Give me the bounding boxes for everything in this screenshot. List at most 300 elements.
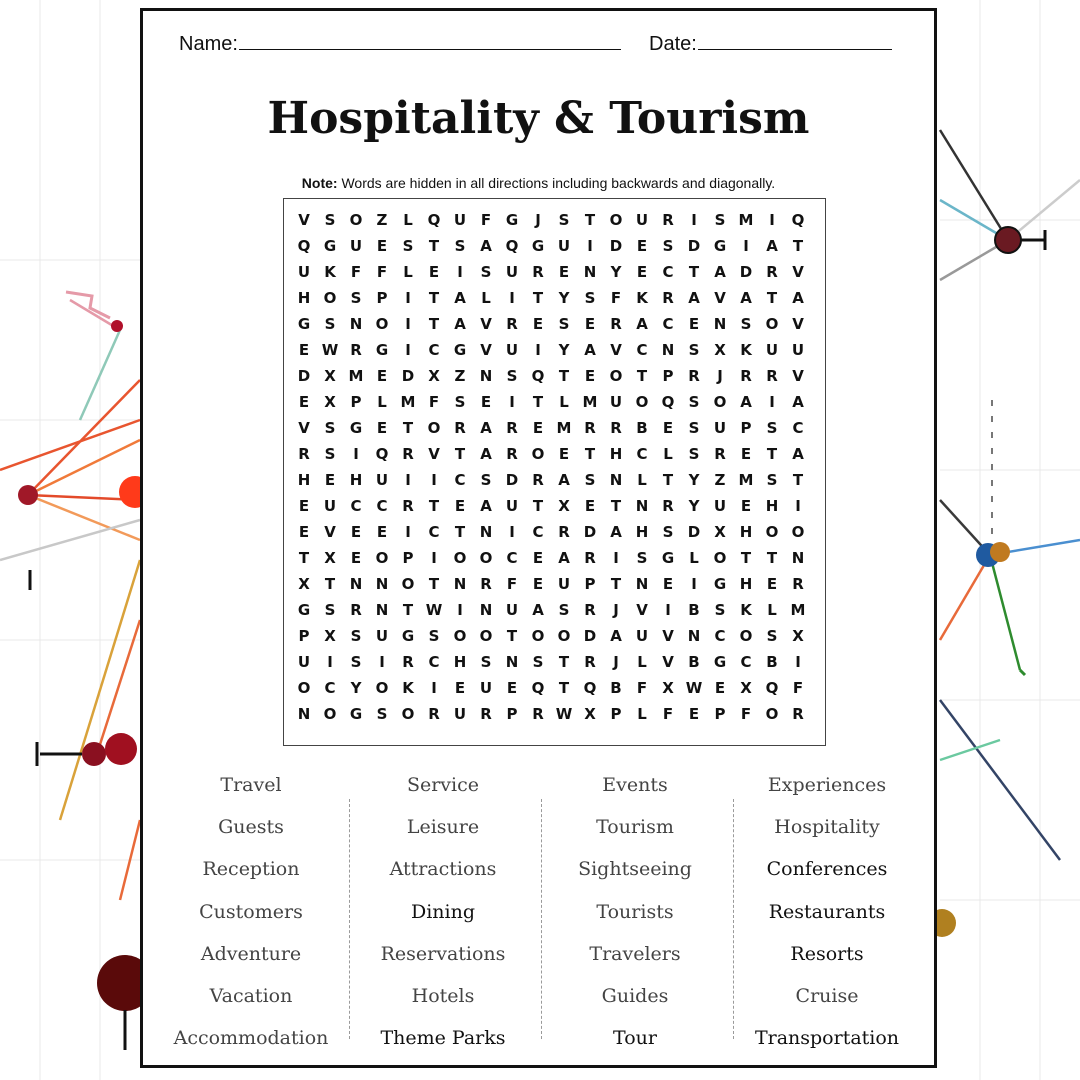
- grid-letter[interactable]: E: [298, 497, 310, 515]
- grid-letter[interactable]: O: [765, 705, 779, 723]
- grid-letter[interactable]: U: [453, 211, 467, 229]
- grid-letter[interactable]: X: [428, 367, 440, 385]
- grid-letter[interactable]: V: [428, 445, 440, 463]
- grid-letter[interactable]: Q: [505, 237, 519, 255]
- grid-letter[interactable]: S: [324, 211, 336, 229]
- grid-letter[interactable]: U: [375, 627, 389, 645]
- grid-letter[interactable]: F: [350, 263, 362, 281]
- grid-letter[interactable]: O: [609, 211, 623, 229]
- grid-letter[interactable]: L: [377, 393, 387, 411]
- grid-letter[interactable]: W: [685, 679, 703, 697]
- grid-letter[interactable]: N: [635, 575, 649, 593]
- grid-letter[interactable]: R: [402, 653, 414, 671]
- grid-letter[interactable]: N: [635, 497, 649, 515]
- grid-letter[interactable]: T: [532, 289, 544, 307]
- name-line[interactable]: [239, 31, 621, 50]
- grid-letter[interactable]: T: [792, 237, 804, 255]
- grid-letter[interactable]: R: [480, 705, 492, 723]
- grid-letter[interactable]: N: [661, 341, 675, 359]
- grid-letter[interactable]: Q: [661, 393, 675, 411]
- grid-letter[interactable]: A: [740, 393, 752, 411]
- grid-letter[interactable]: R: [662, 211, 674, 229]
- grid-letter[interactable]: U: [453, 705, 467, 723]
- grid-letter[interactable]: S: [350, 653, 362, 671]
- grid-letter[interactable]: N: [713, 315, 727, 333]
- grid-letter[interactable]: E: [298, 523, 310, 541]
- grid-letter[interactable]: G: [323, 237, 337, 255]
- grid-letter[interactable]: C: [662, 315, 674, 333]
- grid-letter[interactable]: A: [740, 289, 752, 307]
- grid-letter[interactable]: V: [480, 341, 492, 359]
- grid-letter[interactable]: G: [531, 237, 545, 255]
- grid-letter[interactable]: S: [766, 471, 778, 489]
- grid-letter[interactable]: E: [766, 575, 778, 593]
- grid-letter[interactable]: S: [558, 601, 570, 619]
- grid-letter[interactable]: G: [661, 549, 675, 567]
- grid-letter[interactable]: W: [555, 705, 573, 723]
- grid-letter[interactable]: T: [402, 601, 414, 619]
- grid-letter[interactable]: S: [688, 445, 700, 463]
- grid-letter[interactable]: J: [613, 601, 619, 619]
- grid-letter[interactable]: M: [400, 393, 416, 411]
- grid-letter[interactable]: S: [324, 315, 336, 333]
- grid-letter[interactable]: T: [688, 263, 700, 281]
- grid-letter[interactable]: T: [740, 549, 752, 567]
- grid-letter[interactable]: U: [557, 237, 571, 255]
- grid-letter[interactable]: R: [714, 445, 726, 463]
- grid-letter[interactable]: E: [532, 549, 544, 567]
- grid-letter[interactable]: R: [610, 419, 622, 437]
- grid-letter[interactable]: T: [558, 679, 570, 697]
- grid-letter[interactable]: L: [637, 653, 647, 671]
- grid-letter[interactable]: V: [298, 211, 310, 229]
- grid-letter[interactable]: S: [584, 471, 596, 489]
- grid-letter[interactable]: J: [717, 367, 723, 385]
- grid-letter[interactable]: H: [739, 523, 753, 541]
- grid-letter[interactable]: M: [582, 393, 598, 411]
- grid-letter[interactable]: D: [297, 367, 311, 385]
- grid-letter[interactable]: H: [609, 445, 623, 463]
- grid-letter[interactable]: R: [480, 575, 492, 593]
- grid-letter[interactable]: K: [402, 679, 414, 697]
- grid-letter[interactable]: A: [766, 237, 778, 255]
- grid-letter[interactable]: U: [635, 211, 649, 229]
- grid-letter[interactable]: T: [792, 471, 804, 489]
- grid-letter[interactable]: R: [532, 263, 544, 281]
- grid-letter[interactable]: E: [480, 393, 492, 411]
- grid-letter[interactable]: N: [349, 315, 363, 333]
- grid-letter[interactable]: B: [636, 419, 648, 437]
- grid-letter[interactable]: G: [297, 601, 311, 619]
- grid-letter[interactable]: S: [662, 237, 674, 255]
- grid-letter[interactable]: G: [401, 627, 415, 645]
- grid-letter[interactable]: G: [505, 211, 519, 229]
- grid-letter[interactable]: G: [453, 341, 467, 359]
- grid-letter[interactable]: S: [402, 237, 414, 255]
- grid-letter[interactable]: M: [348, 367, 364, 385]
- grid-letter[interactable]: X: [324, 367, 336, 385]
- grid-letter[interactable]: B: [610, 679, 622, 697]
- grid-letter[interactable]: L: [403, 263, 413, 281]
- grid-letter[interactable]: R: [532, 471, 544, 489]
- grid-letter[interactable]: R: [350, 341, 362, 359]
- grid-letter[interactable]: E: [298, 393, 310, 411]
- grid-letter[interactable]: Q: [583, 679, 597, 697]
- grid-letter[interactable]: I: [405, 289, 411, 307]
- grid-letter[interactable]: B: [688, 601, 700, 619]
- grid-letter[interactable]: I: [613, 549, 619, 567]
- grid-letter[interactable]: J: [535, 211, 541, 229]
- grid-letter[interactable]: S: [454, 393, 466, 411]
- grid-letter[interactable]: X: [714, 523, 726, 541]
- grid-letter[interactable]: F: [480, 211, 492, 229]
- grid-letter[interactable]: I: [509, 523, 515, 541]
- grid-letter[interactable]: C: [428, 523, 440, 541]
- date-line[interactable]: [698, 31, 892, 50]
- grid-letter[interactable]: D: [609, 237, 623, 255]
- grid-letter[interactable]: R: [532, 705, 544, 723]
- grid-letter[interactable]: C: [714, 627, 726, 645]
- grid-letter[interactable]: G: [349, 705, 363, 723]
- grid-letter[interactable]: S: [558, 315, 570, 333]
- grid-letter[interactable]: X: [324, 627, 336, 645]
- grid-letter[interactable]: S: [324, 419, 336, 437]
- grid-letter[interactable]: A: [688, 289, 700, 307]
- grid-letter[interactable]: V: [792, 367, 804, 385]
- grid-letter[interactable]: C: [532, 523, 544, 541]
- grid-letter[interactable]: E: [740, 497, 752, 515]
- grid-letter[interactable]: S: [714, 601, 726, 619]
- grid-letter[interactable]: E: [740, 445, 752, 463]
- grid-letter[interactable]: H: [739, 575, 753, 593]
- grid-letter[interactable]: R: [506, 445, 518, 463]
- grid-letter[interactable]: E: [636, 237, 648, 255]
- grid-letter[interactable]: T: [428, 237, 440, 255]
- grid-letter[interactable]: S: [324, 445, 336, 463]
- grid-letter[interactable]: M: [738, 471, 754, 489]
- grid-letter[interactable]: Q: [531, 679, 545, 697]
- grid-letter[interactable]: T: [454, 523, 466, 541]
- grid-letter[interactable]: T: [766, 445, 778, 463]
- grid-letter[interactable]: O: [349, 211, 363, 229]
- grid-letter[interactable]: O: [297, 679, 311, 697]
- grid-letter[interactable]: O: [531, 627, 545, 645]
- grid-letter[interactable]: E: [350, 523, 362, 541]
- grid-letter[interactable]: H: [297, 471, 311, 489]
- grid-letter[interactable]: I: [457, 263, 463, 281]
- grid-letter[interactable]: D: [583, 523, 597, 541]
- grid-letter[interactable]: K: [636, 289, 648, 307]
- grid-letter[interactable]: I: [431, 549, 437, 567]
- grid-letter[interactable]: U: [505, 497, 519, 515]
- grid-letter[interactable]: N: [791, 549, 805, 567]
- grid-letter[interactable]: S: [766, 627, 778, 645]
- grid-letter[interactable]: U: [479, 679, 493, 697]
- grid-letter[interactable]: S: [428, 627, 440, 645]
- grid-letter[interactable]: R: [662, 289, 674, 307]
- grid-letter[interactable]: T: [298, 549, 310, 567]
- grid-letter[interactable]: R: [688, 367, 700, 385]
- grid-letter[interactable]: N: [297, 705, 311, 723]
- grid-letter[interactable]: S: [376, 705, 388, 723]
- grid-letter[interactable]: S: [714, 211, 726, 229]
- grid-letter[interactable]: X: [558, 497, 570, 515]
- grid-letter[interactable]: T: [532, 497, 544, 515]
- grid-letter[interactable]: Q: [791, 211, 805, 229]
- grid-letter[interactable]: H: [297, 289, 311, 307]
- grid-letter[interactable]: D: [687, 523, 701, 541]
- grid-letter[interactable]: P: [506, 705, 518, 723]
- grid-letter[interactable]: S: [532, 653, 544, 671]
- grid-letter[interactable]: V: [662, 627, 674, 645]
- grid-letter[interactable]: F: [740, 705, 752, 723]
- grid-letter[interactable]: Z: [454, 367, 466, 385]
- grid-letter[interactable]: D: [583, 627, 597, 645]
- grid-letter[interactable]: L: [767, 601, 777, 619]
- grid-letter[interactable]: L: [403, 211, 413, 229]
- grid-letter[interactable]: O: [479, 627, 493, 645]
- grid-letter[interactable]: R: [740, 367, 752, 385]
- grid-letter[interactable]: Y: [558, 289, 570, 307]
- grid-letter[interactable]: F: [506, 575, 518, 593]
- grid-letter[interactable]: Q: [375, 445, 389, 463]
- grid-letter[interactable]: V: [610, 341, 622, 359]
- grid-letter[interactable]: U: [323, 497, 337, 515]
- grid-letter[interactable]: S: [584, 289, 596, 307]
- grid-letter[interactable]: S: [506, 367, 518, 385]
- grid-letter[interactable]: T: [636, 367, 648, 385]
- grid-letter[interactable]: A: [714, 263, 726, 281]
- grid-letter[interactable]: P: [662, 367, 674, 385]
- grid-letter[interactable]: Y: [558, 341, 570, 359]
- grid-letter[interactable]: T: [558, 367, 570, 385]
- grid-letter[interactable]: C: [454, 471, 466, 489]
- grid-letter[interactable]: O: [401, 575, 415, 593]
- grid-letter[interactable]: R: [584, 653, 596, 671]
- grid-letter[interactable]: E: [584, 367, 596, 385]
- grid-letter[interactable]: S: [662, 523, 674, 541]
- grid-letter[interactable]: X: [792, 627, 804, 645]
- grid-letter[interactable]: A: [792, 289, 804, 307]
- grid-letter[interactable]: T: [610, 497, 622, 515]
- grid-letter[interactable]: N: [479, 523, 493, 541]
- grid-letter[interactable]: R: [584, 601, 596, 619]
- grid-letter[interactable]: A: [454, 315, 466, 333]
- grid-letter[interactable]: Z: [376, 211, 388, 229]
- grid-letter[interactable]: P: [584, 575, 596, 593]
- grid-letter[interactable]: L: [481, 289, 491, 307]
- grid-letter[interactable]: X: [324, 549, 336, 567]
- grid-letter[interactable]: V: [662, 653, 674, 671]
- grid-letter[interactable]: P: [298, 627, 310, 645]
- grid-letter[interactable]: Q: [531, 367, 545, 385]
- grid-letter[interactable]: R: [350, 601, 362, 619]
- grid-letter[interactable]: E: [584, 315, 596, 333]
- grid-letter[interactable]: O: [557, 627, 571, 645]
- grid-letter[interactable]: A: [558, 549, 570, 567]
- grid-letter[interactable]: T: [584, 445, 596, 463]
- grid-letter[interactable]: X: [324, 393, 336, 411]
- grid-letter[interactable]: F: [662, 705, 674, 723]
- grid-letter[interactable]: M: [790, 601, 806, 619]
- grid-letter[interactable]: U: [557, 575, 571, 593]
- grid-letter[interactable]: A: [480, 445, 492, 463]
- grid-letter[interactable]: F: [376, 263, 388, 281]
- grid-letter[interactable]: Q: [765, 679, 779, 697]
- grid-letter[interactable]: F: [428, 393, 440, 411]
- grid-letter[interactable]: I: [535, 341, 541, 359]
- grid-letter[interactable]: L: [637, 471, 647, 489]
- grid-letter[interactable]: T: [428, 315, 440, 333]
- grid-letter[interactable]: Q: [427, 211, 441, 229]
- grid-letter[interactable]: S: [350, 289, 362, 307]
- grid-letter[interactable]: X: [662, 679, 674, 697]
- grid-letter[interactable]: A: [454, 289, 466, 307]
- grid-letter[interactable]: U: [297, 653, 311, 671]
- grid-letter[interactable]: V: [636, 601, 648, 619]
- grid-letter[interactable]: A: [584, 341, 596, 359]
- grid-letter[interactable]: S: [636, 549, 648, 567]
- grid-letter[interactable]: K: [740, 601, 752, 619]
- grid-letter[interactable]: E: [584, 497, 596, 515]
- grid-letter[interactable]: N: [609, 471, 623, 489]
- grid-letter[interactable]: A: [610, 523, 622, 541]
- grid-letter[interactable]: T: [766, 549, 778, 567]
- grid-letter[interactable]: U: [375, 471, 389, 489]
- grid-letter[interactable]: I: [795, 653, 801, 671]
- grid-letter[interactable]: E: [376, 237, 388, 255]
- grid-letter[interactable]: E: [454, 497, 466, 515]
- grid-letter[interactable]: D: [687, 237, 701, 255]
- grid-letter[interactable]: E: [376, 523, 388, 541]
- grid-letter[interactable]: I: [769, 393, 775, 411]
- grid-letter[interactable]: S: [324, 601, 336, 619]
- grid-letter[interactable]: E: [688, 705, 700, 723]
- grid-letter[interactable]: Y: [688, 471, 700, 489]
- grid-letter[interactable]: I: [405, 341, 411, 359]
- grid-letter[interactable]: S: [454, 237, 466, 255]
- grid-letter[interactable]: T: [428, 497, 440, 515]
- grid-letter[interactable]: V: [792, 315, 804, 333]
- grid-letter[interactable]: E: [376, 367, 388, 385]
- grid-letter[interactable]: I: [743, 237, 749, 255]
- grid-letter[interactable]: E: [532, 419, 544, 437]
- grid-letter[interactable]: P: [402, 549, 414, 567]
- grid-letter[interactable]: U: [505, 341, 519, 359]
- grid-letter[interactable]: B: [766, 653, 778, 671]
- grid-letter[interactable]: U: [505, 263, 519, 281]
- grid-letter[interactable]: R: [792, 575, 804, 593]
- grid-letter[interactable]: N: [505, 653, 519, 671]
- grid-letter[interactable]: I: [405, 471, 411, 489]
- grid-letter[interactable]: E: [324, 471, 336, 489]
- grid-letter[interactable]: I: [691, 575, 697, 593]
- grid-letter[interactable]: V: [298, 419, 310, 437]
- grid-letter[interactable]: S: [480, 263, 492, 281]
- grid-letter[interactable]: P: [714, 705, 726, 723]
- grid-letter[interactable]: N: [687, 627, 701, 645]
- grid-letter[interactable]: P: [350, 393, 362, 411]
- grid-letter[interactable]: T: [610, 575, 622, 593]
- grid-letter[interactable]: I: [509, 289, 515, 307]
- grid-letter[interactable]: U: [609, 393, 623, 411]
- grid-letter[interactable]: C: [428, 653, 440, 671]
- grid-letter[interactable]: T: [428, 289, 440, 307]
- grid-letter[interactable]: N: [583, 263, 597, 281]
- date-field[interactable]: [649, 31, 892, 56]
- grid-letter[interactable]: U: [713, 497, 727, 515]
- grid-letter[interactable]: R: [584, 419, 596, 437]
- grid-letter[interactable]: U: [505, 601, 519, 619]
- grid-letter[interactable]: T: [454, 445, 466, 463]
- grid-letter[interactable]: R: [454, 419, 466, 437]
- grid-letter[interactable]: D: [505, 471, 519, 489]
- grid-letter[interactable]: X: [584, 705, 596, 723]
- grid-letter[interactable]: T: [324, 575, 336, 593]
- grid-letter[interactable]: A: [792, 393, 804, 411]
- grid-letter[interactable]: I: [457, 601, 463, 619]
- grid-letter[interactable]: P: [376, 289, 388, 307]
- grid-letter[interactable]: U: [349, 237, 363, 255]
- grid-letter[interactable]: S: [688, 419, 700, 437]
- grid-letter[interactable]: I: [379, 653, 385, 671]
- grid-letter[interactable]: A: [480, 497, 492, 515]
- grid-letter[interactable]: I: [587, 237, 593, 255]
- grid-letter[interactable]: E: [558, 445, 570, 463]
- grid-letter[interactable]: U: [635, 627, 649, 645]
- grid-letter[interactable]: A: [480, 419, 492, 437]
- grid-letter[interactable]: K: [324, 263, 336, 281]
- grid-letter[interactable]: A: [636, 315, 648, 333]
- grid-letter[interactable]: X: [714, 341, 726, 359]
- grid-letter[interactable]: O: [609, 367, 623, 385]
- grid-letter[interactable]: R: [506, 315, 518, 333]
- grid-letter[interactable]: J: [613, 653, 619, 671]
- grid-letter[interactable]: P: [610, 705, 622, 723]
- grid-letter[interactable]: L: [689, 549, 699, 567]
- grid-letter[interactable]: R: [610, 315, 622, 333]
- grid-letter[interactable]: R: [402, 445, 414, 463]
- grid-letter[interactable]: S: [688, 341, 700, 359]
- grid-letter[interactable]: U: [765, 341, 779, 359]
- grid-letter[interactable]: K: [740, 341, 752, 359]
- grid-letter[interactable]: N: [349, 575, 363, 593]
- grid-letter[interactable]: S: [740, 315, 752, 333]
- grid-letter[interactable]: N: [453, 575, 467, 593]
- grid-letter[interactable]: H: [635, 523, 649, 541]
- grid-letter[interactable]: O: [323, 289, 337, 307]
- grid-letter[interactable]: E: [662, 419, 674, 437]
- grid-letter[interactable]: T: [766, 289, 778, 307]
- grid-letter[interactable]: H: [765, 497, 779, 515]
- grid-letter[interactable]: E: [454, 679, 466, 697]
- grid-letter[interactable]: T: [584, 211, 596, 229]
- grid-letter[interactable]: R: [662, 497, 674, 515]
- grid-letter[interactable]: E: [636, 263, 648, 281]
- grid-letter[interactable]: O: [375, 549, 389, 567]
- grid-letter[interactable]: U: [297, 263, 311, 281]
- grid-letter[interactable]: O: [713, 393, 727, 411]
- grid-letter[interactable]: N: [479, 601, 493, 619]
- grid-letter[interactable]: G: [375, 341, 389, 359]
- grid-letter[interactable]: I: [405, 315, 411, 333]
- grid-letter[interactable]: O: [739, 627, 753, 645]
- grid-letter[interactable]: E: [376, 419, 388, 437]
- name-field[interactable]: [179, 31, 621, 56]
- grid-letter[interactable]: X: [740, 679, 752, 697]
- grid-letter[interactable]: O: [427, 419, 441, 437]
- grid-letter[interactable]: M: [556, 419, 572, 437]
